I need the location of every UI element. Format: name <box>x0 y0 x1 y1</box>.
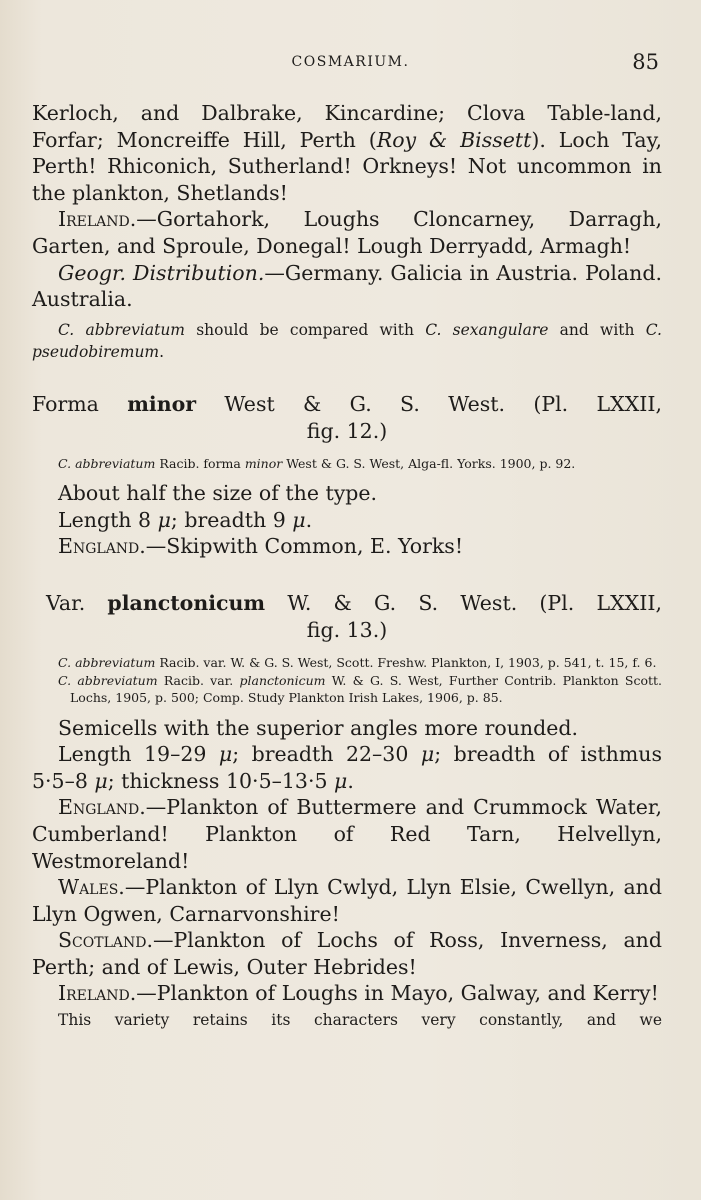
forma-minor-dimensions: Length 8 μ; breadth 9 μ. <box>58 507 313 532</box>
paragraph-localities: Kerloch, and Dalbrake, Kincardine; Clova Table-land, Forfar; Moncreiffe Hill, Perth (Roy & Bissett). Loch Tay, Perth! Rhiconich, Sutherland! Orkneys! Not uncommon in the plankton, Shetlands! <box>32 101 662 205</box>
page-number: 85 <box>632 50 659 74</box>
var-description: Semicells with the superior angles more rounded. <box>58 715 579 740</box>
running-head <box>0 50 701 78</box>
paragraph-ireland: Ireland.—Gortahork, Loughs Cloncarney, Darragh, Garten, and Sproule, Donegal! Lough Derryadd, Armagh! <box>32 207 662 258</box>
forma-minor-heading: Forma minor West & G. S. West. (Pl. LXXII, fig. 12.) <box>32 391 663 443</box>
var-dimensions: Length 19–29 μ; breadth 22–30 μ; breadth of isthmus 5·5–8 μ; thickness 10·5–13·5 μ. <box>32 742 662 793</box>
var-scotland: Scotland.—Plankton of Lochs of Ross, Inverness, and Perth; and of Lewis, Outer Hebrides! <box>32 928 662 979</box>
var-ireland: Ireland.—Plankton of Loughs in Mayo, Galway, and Kerry! <box>58 981 659 1006</box>
var-planctonicum-heading: Var. planctonicum W. & G. S. West. (Pl. LXXII, fig. 13.) <box>46 591 662 643</box>
page-body <box>32 100 662 1031</box>
var-note: This variety retains its characters very constantly, and we <box>58 1011 662 1030</box>
paragraph-distribution: Geogr. Distribution.—Germany. Galicia in Austria. Poland. Australia. <box>32 260 662 312</box>
running-title: COSMARIUM. <box>291 54 410 70</box>
var-planctonicum-synonymy: C. abbreviatum Racib. var. W. & G. S. West, Scott. Freshw. Plankton, I, 1903, p. 541, t. 15, f. 6. C. abbreviatum Racib. var. planctonicum W. & G. S. West, Further Contrib. Plankton Scott. Lochs, 1905, p. 500; Comp. Study Plankton Irish Lakes, 1906, p. 85. <box>58 655 663 706</box>
var-england: England.—Plankton of Buttermere and Crummock Water, Cumberland! Plankton of Red Tarn, Helvellyn, Westmoreland! <box>32 795 662 873</box>
forma-minor-synonymy: C. abbreviatum Racib. forma minor West & G. S. West, Alga-fl. Yorks. 1900, p. 92. <box>58 455 576 471</box>
forma-minor-description: About half the size of the type. <box>58 481 378 506</box>
forma-minor-england: England.—Skipwith Common, E. Yorks! <box>58 534 464 559</box>
var-wales: Wales.—Plankton of Llyn Cwlyd, Llyn Elsie, Cwellyn, and Llyn Ogwen, Carnarvonshire! <box>32 875 662 926</box>
comparison-note: C. abbreviatum should be compared with C. sexangulare and with C. pseudobiremum. <box>32 320 662 361</box>
